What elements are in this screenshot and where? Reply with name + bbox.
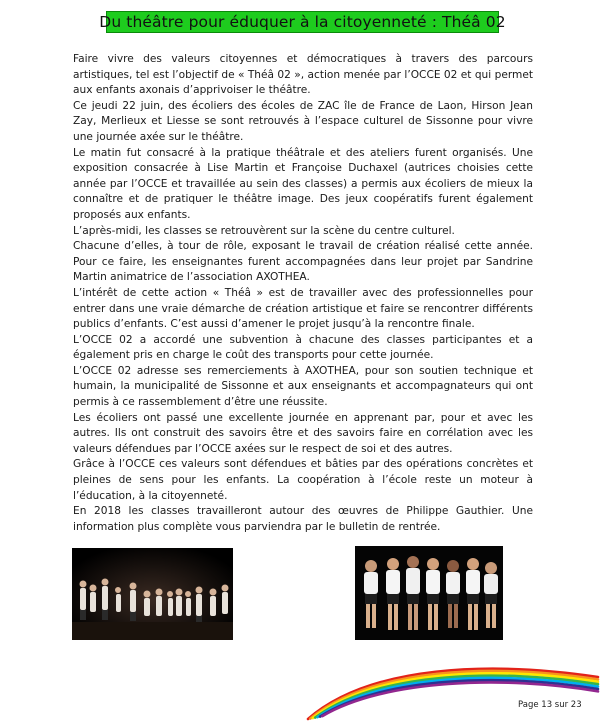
stage-performance-photo [72, 548, 233, 640]
article-body [73, 52, 533, 535]
article-paragraph: Faire vivre des valeurs citoyennes et démocratiques à travers des parcours artistiques, tel est l’objectif de « Théâ 02 », action menée par l’OCCE 02 et qui permet aux enfants axonais d’apprivoiser le théâtre. [73, 53, 533, 97]
stage-performance-image [72, 548, 233, 640]
article-paragraph: L’intérêt de cette action « Théâ » est de travailler avec des professionnelles pour entrer dans une vraie démarche de création artistique et faire se rencontrer différents publics d’enfants. C’est aussi d’amener le projet jusqu’à la rencontre finale. [73, 286, 533, 331]
article-paragraph: Ce jeudi 22 juin, des écoliers des écoles de ZAC île de France de Laon, Hirson Jean Zay, Merlieux et Liesse se sont retrouvés à l’espace culturel de Sissonne pour vivre une journée axée sur le théâtre. [73, 99, 533, 143]
article-paragraph: En 2018 les classes travailleront autour des œuvres de Philippe Gauthier. Une information plus complète vous parviendra par le bulletin de rentrée. [73, 505, 533, 533]
page-title: Du théâtre pour éduquer à la citoyenneté : Théâ 02 [99, 13, 506, 31]
article-paragraph: L’OCCE 02 a accordé une subvention à chacune des classes participantes et a également pris en charge le coût des transports pour cette journée. [73, 333, 533, 362]
children-group-image [355, 546, 503, 640]
rainbow-swoosh-icon [300, 655, 602, 723]
article-paragraph: Les écoliers ont passé une excellente journée en apprenant par, pour et avec les autres. Ils ont construit des savoirs être et des savoirs faire en corrélation avec les valeurs défendues par l’OCCE axées sur le respect de soi et des autres. [73, 411, 533, 455]
article-paragraph: Grâce à l’OCCE ces valeurs sont défendues et bâties par des opérations concrètes et pleines de sens pour les enfants. La coopération à l’école reste un moteur à l’éducation, à la citoyenneté. [73, 458, 533, 502]
title-banner [99, 11, 506, 33]
article-paragraph: Le matin fut consacré à la pratique théâtrale et des ateliers furent organisés. Une exposition consacrée à Lise Martin et Françoise Duchaxel (autrices choisies cette année par l’OCCE et travaillée au sein des classes) a permis aux écoliers de mieux la connaître et de pratiquer le théâtre image. Des jeux coopératifs furent également proposés aux enfants. [73, 146, 533, 221]
page-number: Page 13 sur 23 [518, 700, 582, 710]
children-group-photo [355, 546, 503, 640]
article-paragraph: Chacune d’elles, à tour de rôle, exposant le travail de création réalisé cette année. Pour ce faire, les enseignantes furent accompagnées dans leur projet par Sandrine Martin animatrice de l’association AXOTHEA. [73, 240, 533, 284]
article-paragraph: L’après-midi, les classes se retrouvèrent sur la scène du centre culturel. [73, 224, 455, 237]
article-paragraph: L’OCCE 02 adresse ses remerciements à AXOTHEA, pour son soutien technique et humain, la municipalité de Sissonne et aux enseignants et accompagnateurs qui ont permis à ce rassemblement d’être une réussite. [73, 364, 533, 409]
